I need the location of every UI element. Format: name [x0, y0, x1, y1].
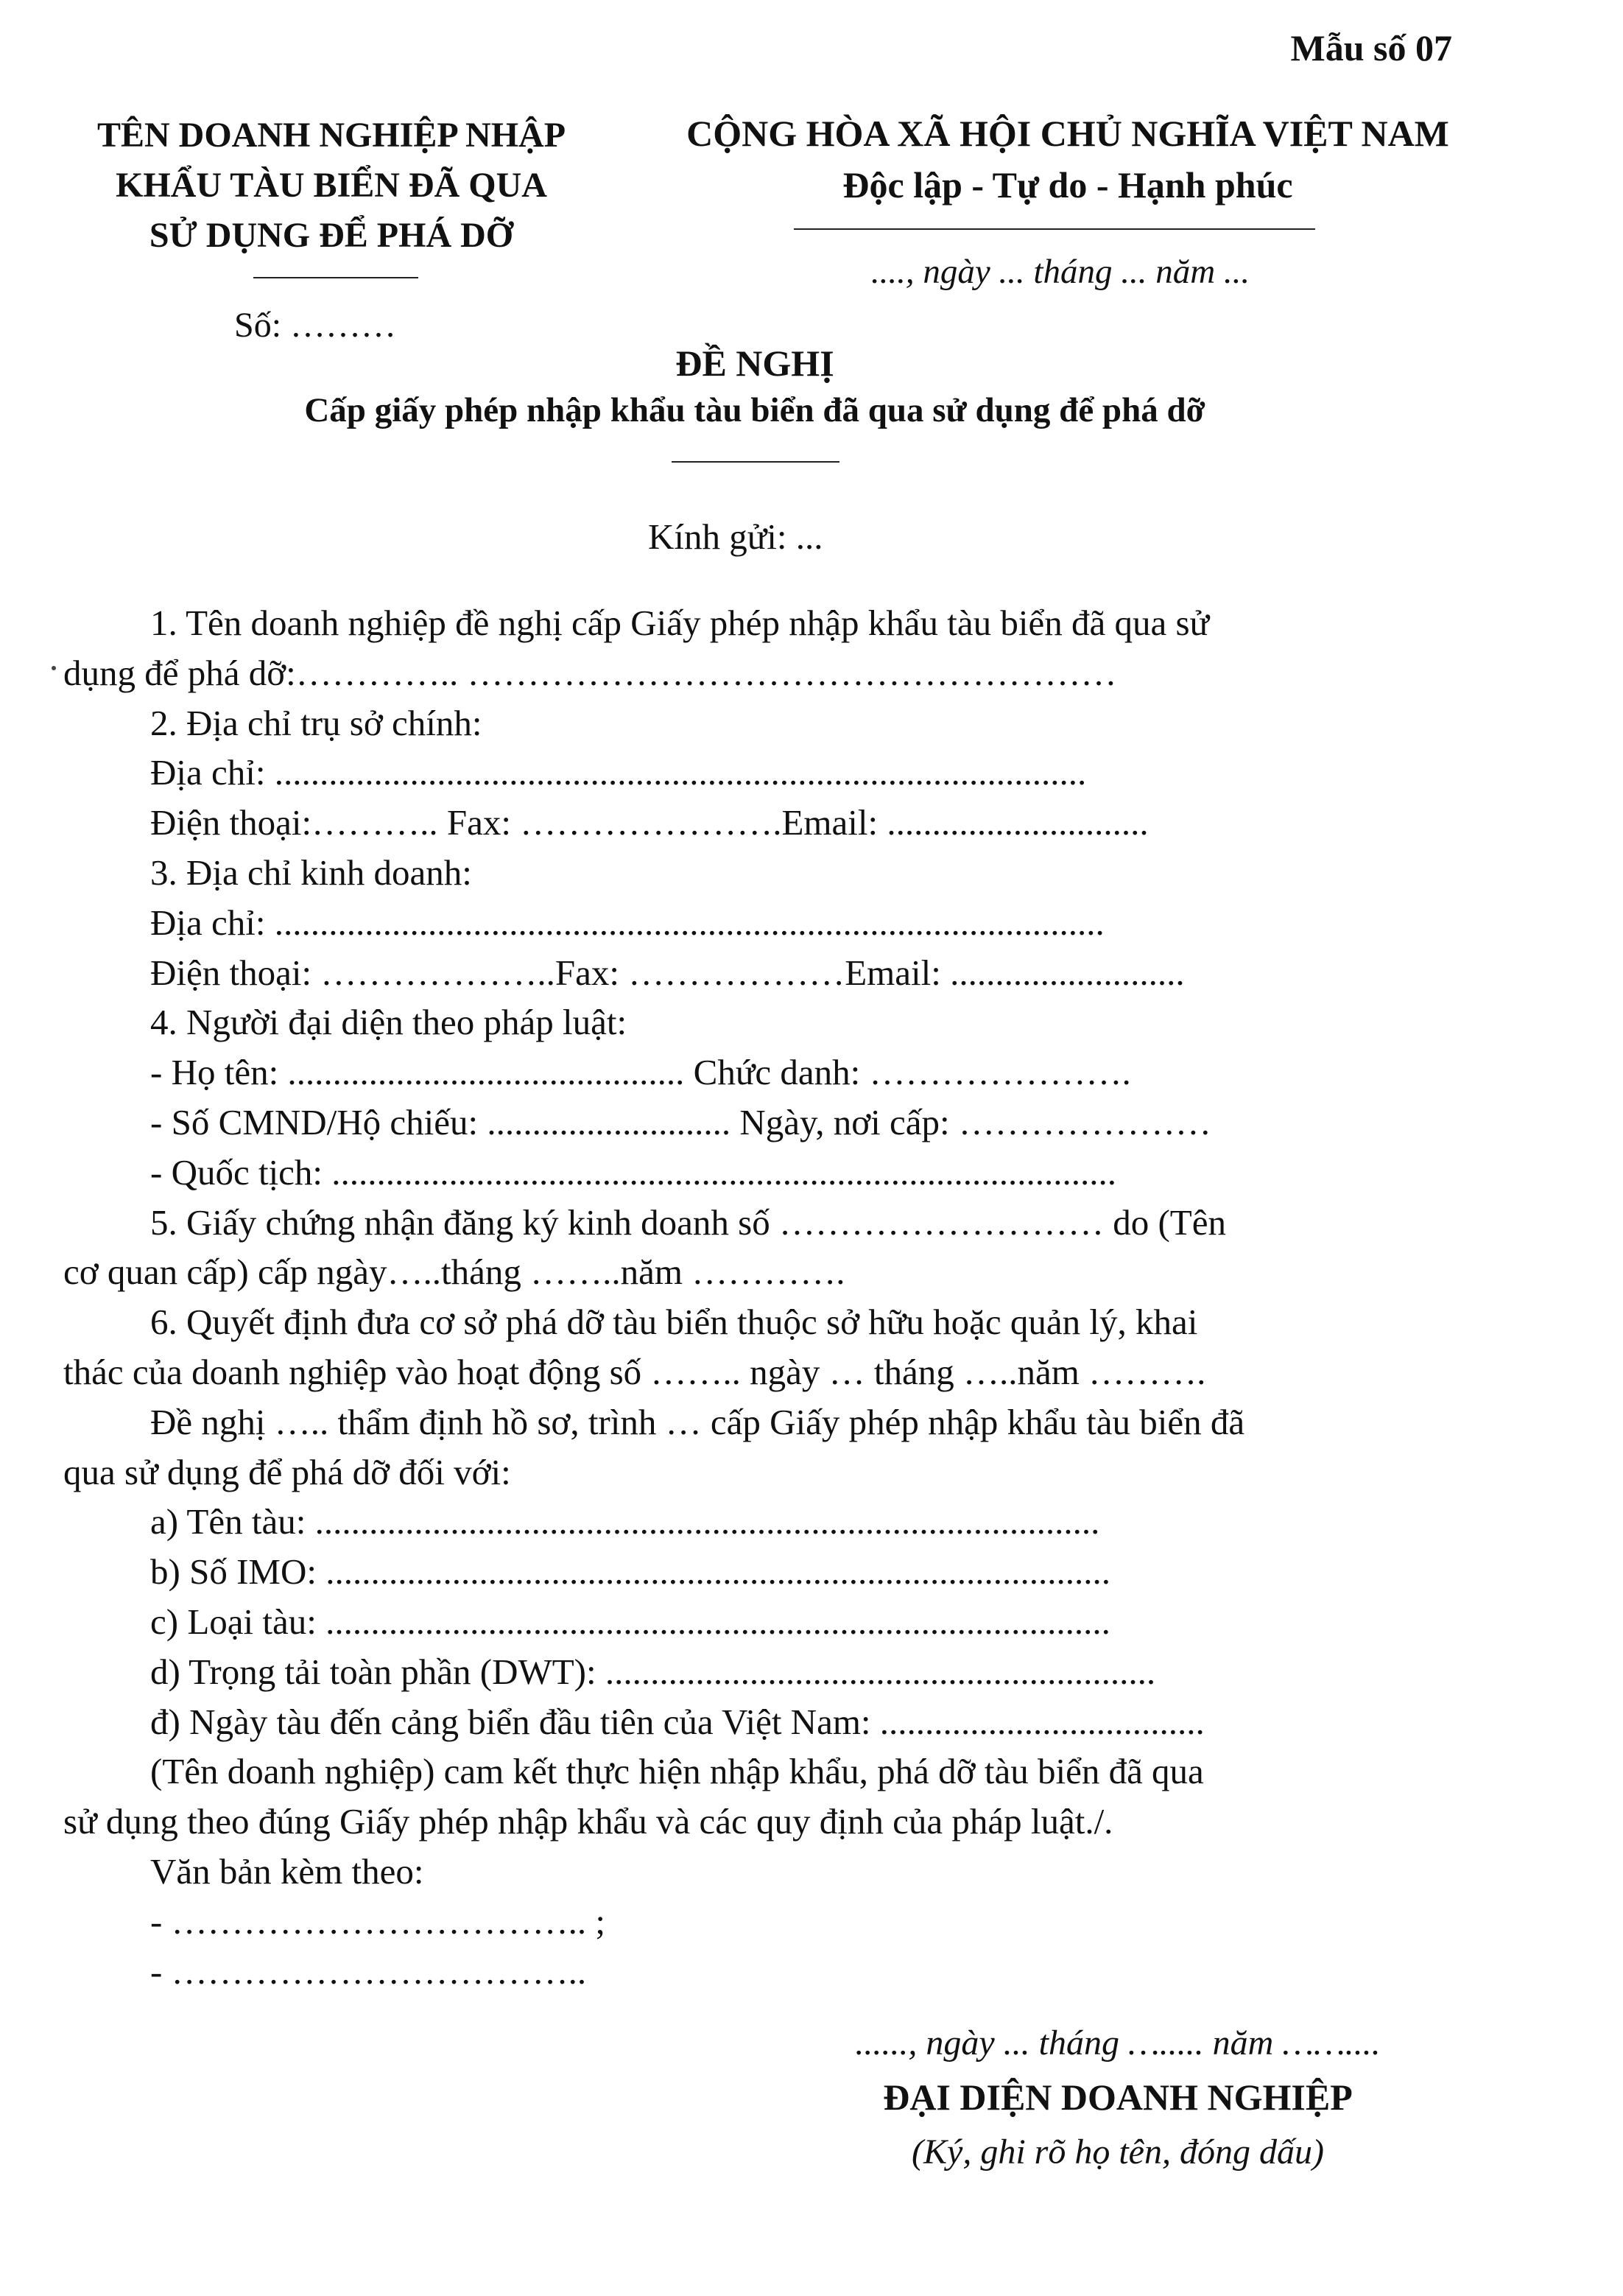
body-line: Điện thoại:……….. Fax: ………………….Email: .............................: [150, 802, 1149, 843]
body-line: Đề nghị ….. thẩm định hồ sơ, trình … cấp Giấy phép nhập khẩu tàu biển đã: [150, 1401, 1245, 1442]
body-line: - ……………………………..: [150, 1951, 587, 1992]
body-line: 6. Quyết định đưa cơ sở phá dỡ tàu biển thuộc sở hữu hoặc quản lý, khai: [150, 1302, 1198, 1343]
form-number: Mẫu số 07: [1290, 27, 1452, 69]
signature-title: ĐẠI DIỆN DOANH NGHIỆP: [883, 2076, 1353, 2118]
body-line: c) Loại tàu: .......................................................................................: [150, 1601, 1110, 1642]
body-line: 5. Giấy chứng nhận đăng ký kinh doanh số ……………………… do (Tên: [150, 1201, 1226, 1243]
body-line: - Quốc tịch: .......................................................................................: [150, 1151, 1117, 1193]
body-line: d) Trọng tải toàn phần (DWT): .............................................................: [150, 1651, 1156, 1692]
body-line: 4. Người đại diện theo pháp luật:: [150, 1002, 627, 1043]
body-line: - …………………………….. ;: [150, 1900, 605, 1942]
body-line: dụng để phá dỡ:………….. ………………………………………………: [63, 652, 1117, 693]
body-line: a) Tên tàu: .......................................................................................: [150, 1501, 1100, 1542]
body-line: 3. Địa chỉ kinh doanh:: [150, 852, 472, 893]
body-line: cơ quan cấp) cấp ngày…..tháng ……..năm ………….: [63, 1251, 845, 1293]
national-title: CỘNG HÒA XÃ HỘI CHỦ NGHĨA VIỆT NAM: [686, 113, 1449, 154]
national-header: [633, 108, 1502, 211]
body-line: đ) Ngày tàu đến cảng biển đầu tiên của Việt Nam: ....................................: [150, 1701, 1205, 1742]
body-line: (Tên doanh nghiệp) cam kết thực hiện nhập khẩu, phá dỡ tàu biển đã qua: [150, 1751, 1204, 1792]
national-header-rule: [794, 228, 1315, 230]
margin-dot: [52, 666, 56, 670]
national-motto: Độc lập - Tự do - Hạnh phúc: [842, 164, 1293, 206]
body-line: thác của doanh nghiệp vào hoạt động số …….. ngày … tháng …..năm ……….: [63, 1351, 1206, 1392]
recipient: Kính gửi: ...: [648, 516, 823, 557]
company-header-line: KHẨU TÀU BIỂN ĐÃ QUA: [116, 166, 547, 205]
body-line: Văn bản kèm theo:: [150, 1850, 424, 1892]
body-line: Địa chỉ: ..........................................................................................: [150, 752, 1087, 793]
company-header-line: TÊN DOANH NGHIỆP NHẬP: [96, 116, 566, 155]
company-header-rule: [253, 277, 418, 278]
body-line: 2. Địa chỉ trụ sở chính:: [150, 702, 482, 743]
form-body: [63, 598, 1462, 1996]
signature-date: ......, ngày ... tháng …..... năm ……....: [855, 2023, 1381, 2062]
body-line: sử dụng theo đúng Giấy phép nhập khẩu và các quy định của pháp luật./.: [63, 1801, 1113, 1842]
body-line: Điện thoại: ………………..Fax: ………………Email: ..........................: [150, 952, 1185, 993]
title-rule: [672, 461, 839, 463]
body-line: qua sử dụng để phá dỡ đối với:: [63, 1451, 511, 1492]
body-line: 1. Tên doanh nghiệp đề nghị cấp Giấy phép nhập khẩu tàu biển đã qua sử: [150, 603, 1210, 643]
document-number: Số: ………: [234, 306, 397, 345]
document-subtitle: Cấp giấy phép nhập khẩu tàu biển đã qua sử dụng để phá dỡ: [304, 391, 1205, 429]
body-line: Địa chỉ: ............................................................................................: [150, 902, 1105, 943]
document-title: ĐỀ NGHỊ: [675, 343, 834, 384]
body-line: b) Số IMO: .......................................................................................: [150, 1551, 1110, 1593]
issue-date: ...., ngày ... tháng ... năm ...: [870, 253, 1250, 291]
company-header-line: SỬ DỤNG ĐỂ PHÁ DỠ: [149, 216, 514, 255]
body-line: - Họ tên: ............................................ Chức danh: ………………….: [150, 1052, 1131, 1093]
signature-note: (Ký, ghi rõ họ tên, đóng dấu): [912, 2132, 1324, 2172]
company-header: [52, 110, 611, 261]
body-line: - Số CMND/Hộ chiếu: ........................... Ngày, nơi cấp: …………………: [150, 1101, 1211, 1142]
